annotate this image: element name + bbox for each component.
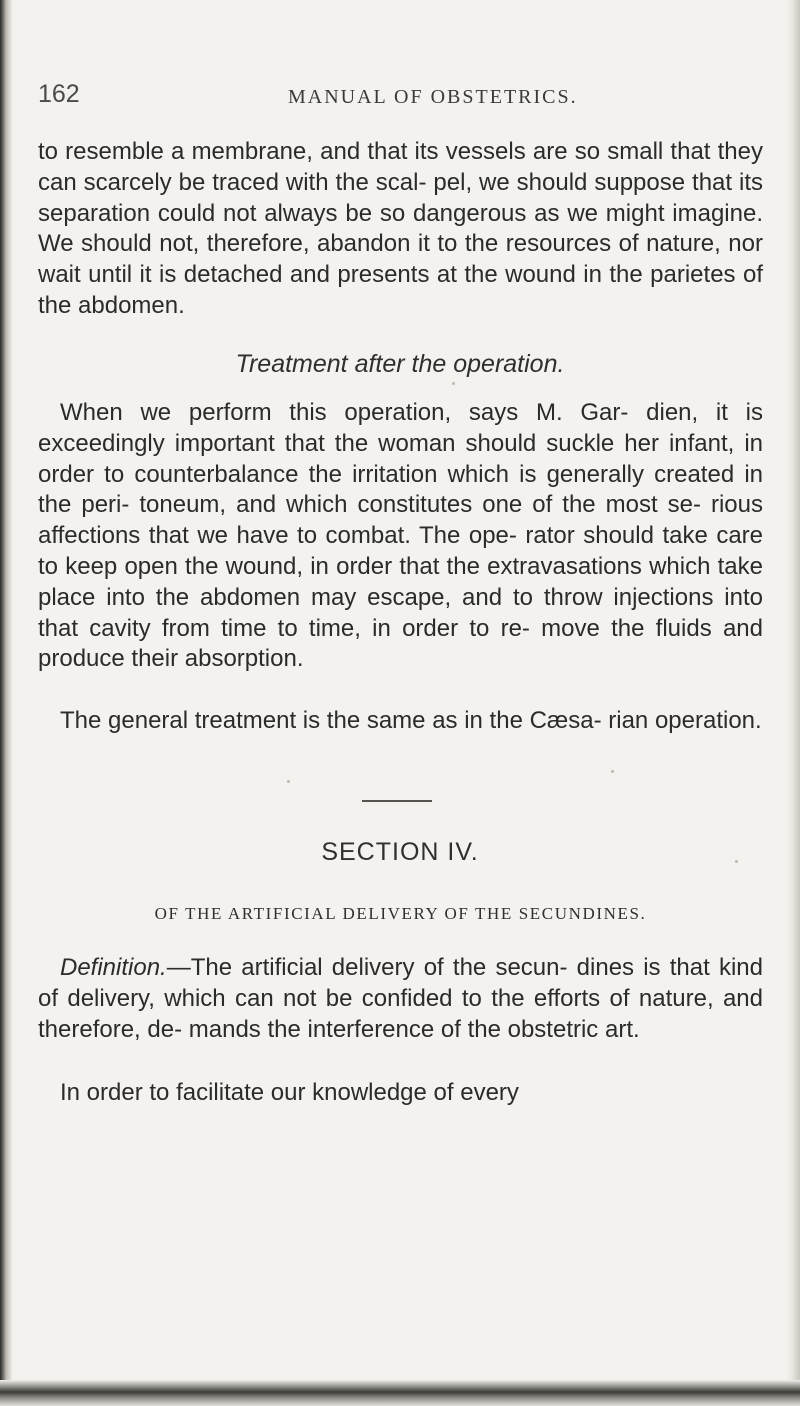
definition-label: Definition. (60, 954, 167, 981)
paper-speck (287, 780, 290, 783)
paragraph-continuation: to resemble a membrane, and that its vessels are so small that they can scarcely be traced with the scal- pel, we should suppose that its separation could not always be so dangerous as we might imagine. We should not, therefore, abandon it to the resources of nature, nor wait until it is detached and presents at the wound in the parietes of the abdomen. (38, 138, 763, 319)
page-right-edge (786, 0, 800, 1406)
paragraph-facilitate: In order to facilitate our knowledge of every (60, 1079, 519, 1106)
paragraph-general-treatment: The general treatment is the same as in the Cæsa- rian operation. (60, 707, 762, 734)
section-title: SECTION IV. (321, 838, 479, 866)
section-divider-rule (362, 800, 432, 802)
paper-speck (611, 770, 614, 773)
page-bottom-edge (0, 1380, 800, 1406)
page-left-binding-shadow (0, 0, 12, 1406)
paper-speck (735, 860, 738, 863)
page-header (38, 80, 763, 116)
subheading-treatment: Treatment after the operation. (235, 350, 565, 378)
section-subtitle: OF THE ARTIFICIAL DELIVERY OF THE SECUNDINES. (154, 904, 647, 923)
paper-speck (452, 382, 455, 385)
paragraph-definition (38, 953, 763, 1045)
definition-text: —The artificial delivery of the secun- dines is that kind of delivery, which can not be confided to the efforts of nature, and therefore, de- mands the interference of the obstetric art. (38, 954, 763, 1043)
page-number: 162 (38, 80, 80, 108)
running-head: MANUAL OF OBSTETRICS. (288, 86, 578, 108)
paragraph-treatment: When we perform this operation, says M. Gar- dien, it is exceedingly important that the woman should suckle her infant, in order to counterbalance the irritation which is generally created in the peri- toneum, and which constitutes one of the most se- rious affections that we have to combat. The ope- rator should take care to keep open the wound, in order that the extravasations which take place into the abdomen may escape, and to throw injections into that cavity from time to time, in order to re- move the fluids and produce their absorption. (38, 399, 763, 673)
